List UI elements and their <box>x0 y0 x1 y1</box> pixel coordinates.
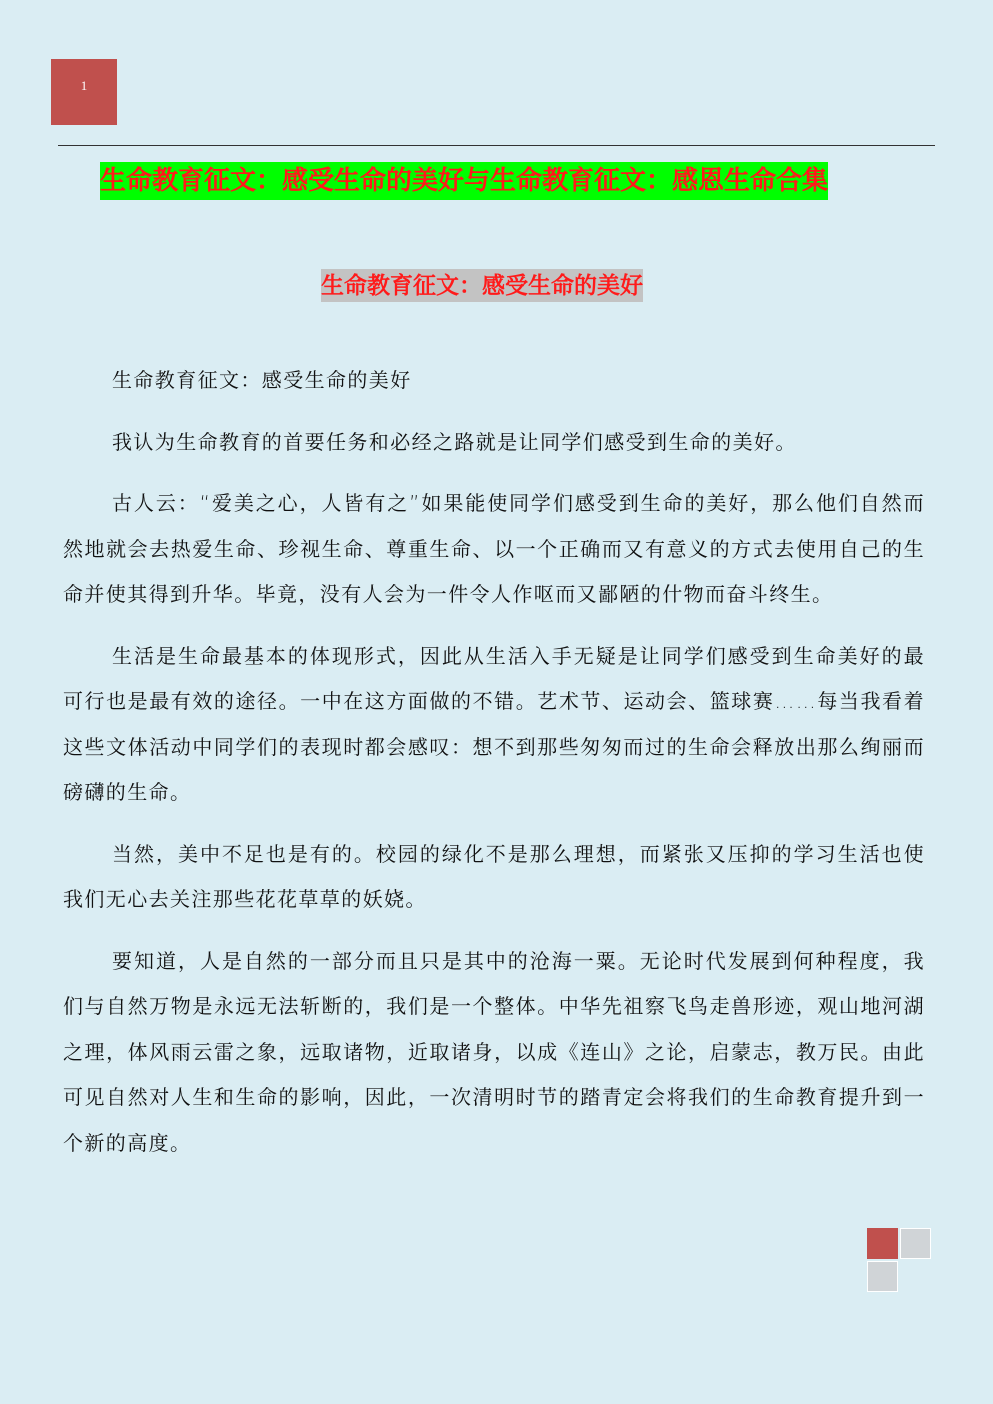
decoration-square-red <box>867 1228 898 1259</box>
document-title: 生命教育征文：感受生命的美好与生命教育征文：感恩生命合集 <box>100 162 828 200</box>
paragraph: 生命教育征文：感受生命的美好 <box>112 368 412 392</box>
page-number-badge <box>51 59 117 125</box>
article-body <box>63 358 925 1182</box>
paragraph: 生活是生命最基本的体现形式，因此从生活入手无疑是让同学们感受到生命美好的最可行也是最有效的途径。一中在这方面做的不错。艺术节、运动会、篮球赛……每当我看着这些文体活动中同学们的表现时都会感叹：想不到那些匆匆而过的生命会释放出那么绚丽而磅礴的生命。 <box>63 643 925 804</box>
paragraph: 我认为生命教育的首要任务和必经之路就是让同学们感受到生命的美好。 <box>112 429 797 454</box>
paragraph: 要知道，人是自然的一部分而且只是其中的沧海一粟。无论时代发展到何种程度，我们与自然万物是永远无法斩断的，我们是一个整体。中华先祖察飞鸟走兽形迹，观山地河湖之理，体风雨云雷之象，远取诸物，近取诸身，以成《连山》之论，启蒙志，教万民。由此可见自然对人生和生命的影响，因此，一次清明时节的踏青定会将我们的生命教育提升到一个新的高度。 <box>63 948 925 1155</box>
page-number: 1 <box>80 78 88 93</box>
decoration-square-gray <box>900 1228 931 1259</box>
section-title: 生命教育征文：感受生命的美好 <box>321 269 643 302</box>
paragraph: 当然，美中不足也是有的。校园的绿化不是那么理想，而紧张又压抑的学习生活也使我们无心去关注那些花花草草的妖娆。 <box>63 841 925 911</box>
corner-decoration <box>867 1228 933 1294</box>
header-divider <box>58 145 935 146</box>
paragraph: 古人云：“爱美之心，人皆有之”如果能使同学们感受到生命的美好，那么他们自然而然地就会去热爱生命、珍视生命、尊重生命、以一个正确而又有意义的方式去使用自己的生命并使其得到升华。毕竟，没有人会为一件令人作呕而又鄙陋的什物而奋斗终生。 <box>63 491 925 606</box>
decoration-square-gray <box>867 1261 898 1292</box>
